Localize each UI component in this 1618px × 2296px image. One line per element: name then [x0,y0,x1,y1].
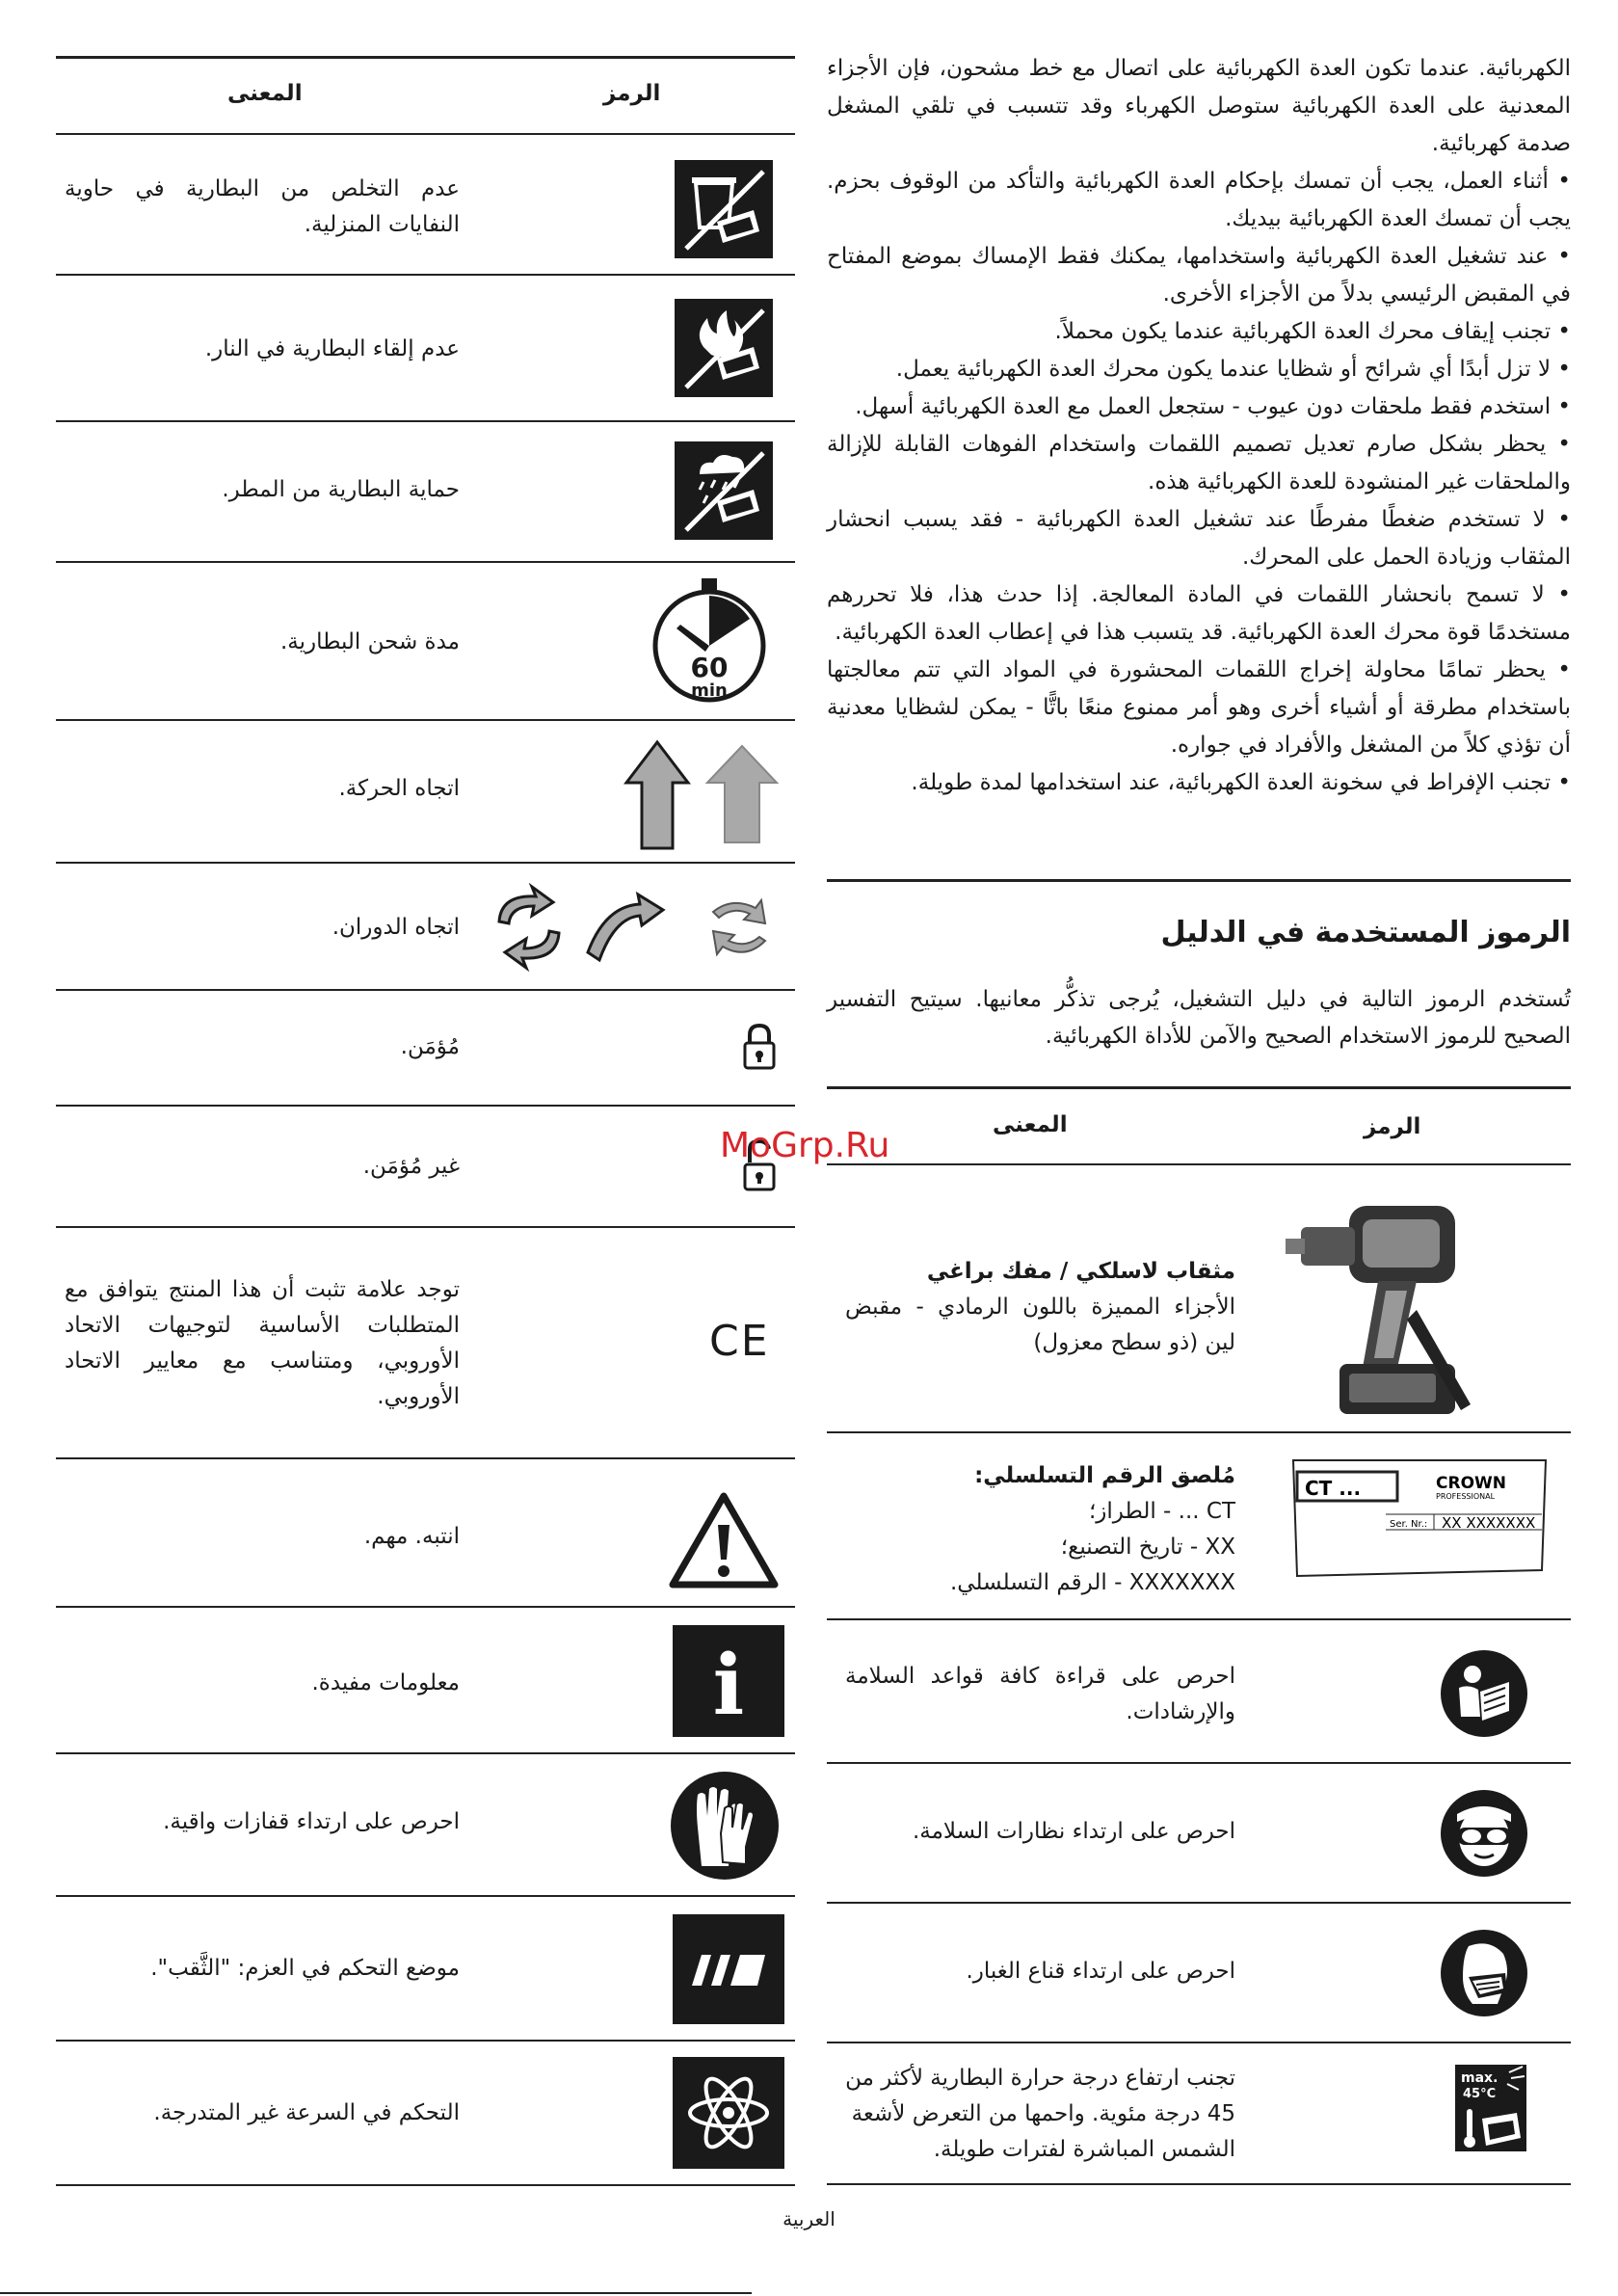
symbol-header: الرمز [603,81,661,106]
locked-text: مُؤمَن. [400,1034,460,1059]
rotation-direction-icon [480,883,788,972]
table-row [827,2043,1571,2183]
unlocked-text: غير مُؤمَن. [362,1154,460,1179]
paragraph: • لا تستخدم ضغطًا مفرطًا عند تشغيل العدة الكهربائية - فقد يسبب انحشار المثقاب وزيادة الحمل على المحرك. [827,507,1571,570]
warning-text: انتبه. مهم. [363,1524,460,1549]
serial-label-icon [1289,1455,1550,1580]
section-heading: الرموز المستخدمة في الدليل [1160,916,1571,949]
table-row [56,1754,795,1897]
serial-title: مُلصق الرقم التسلسلي: [974,1463,1235,1488]
paragraph: • يحظر بشكل صارم تعديل تصميم اللقمات واستخدام الفوهات القابلة للإزالة والملحقات غير المنشودة للعدة الكهربائية هذه. [827,432,1571,494]
warning-triangle-icon [667,1490,781,1590]
table-row [56,422,795,563]
serial-line: CT ... - الطراز؛ [1088,1499,1235,1524]
paragraph: الكهربائية. عندما تكون العدة الكهربائية على اتصال مع خط مشحون، فإن الأجزاء المعدنية على العدة الكهربائية ستوصل الكهرباء وقد تتسبب في تلقي المشغل صدمة كهربائية. [827,56,1571,156]
paragraph: • تجنب الإفراط في سخونة العدة الكهربائية، عند استخدامها لمدة طويلة. [911,770,1571,795]
table-row [827,1165,1571,1433]
plate-sernr-text: Ser. Nr.: [1390,1519,1428,1530]
no-rain-icon [675,441,773,540]
safety-goggles-icon [1440,1789,1528,1878]
table-row [827,1904,1571,2043]
charging-time-unit: min [691,681,728,701]
section-intro: تُستخدم الرموز التالية في دليل التشغيل، يُرجى تذكُّر معانيها. سيتيح التفسير الصحيح للرموز الاستخدام الصحيح والآمن للأداة الكهربائية. [827,987,1571,1049]
safety-text [827,50,1571,802]
info-icon [673,1625,784,1737]
table-row [56,864,795,991]
drill-icon [1282,1185,1474,1426]
meaning-header: المعنى [227,81,303,106]
plate-model-text: CT ... [1305,1477,1362,1500]
charging-time-value: 60 [690,652,729,683]
safety-goggles-text: احرص على ارتداء نظارات السلامة. [912,1819,1235,1844]
table-row [56,1459,795,1608]
table-top-rule [827,1086,1571,1089]
lock-closed-icon [742,1022,777,1072]
ce-mark-text: CE [709,1317,770,1363]
battery-temperature-text: تجنب ارتفاع درجة حرارة البطارية لأكثر من 45 درجة مئوية. واحمها من التعرض لأشعة الشمس المباشرة لفترات طويلة. [845,2066,1235,2162]
plate-brand-text: CROWN [1436,1474,1506,1493]
table-row [56,2042,795,2184]
drilling-mode-text: موضع التحكم في العزم: "الثَّقب". [150,1956,460,1981]
no-bin-disposal-icon [675,160,773,258]
paragraph: • تجنب إيقاف محرك العدة الكهربائية عندما يكون محملاً. [1054,319,1571,344]
paragraph: • لا تسمح بانحشار اللقمات في المادة المعالجة. إذا حدث هذا، فلا تحررهم مستخدمًا قوة محرك العدة الكهربائية. قد يتسبب هذا في إعطاب العدة الكهربائية. [827,582,1571,645]
serial-line: XXXXXXX - الرقم التسلسلي. [949,1570,1235,1595]
table-row [56,1228,795,1459]
temp-icon-value: 45°C [1463,2087,1497,2101]
drill-text: الأجزاء المميزة باللون الرمادي - مقبض لين (ذو سطح معزول) [845,1295,1235,1355]
no-bin-disposal-text: عدم التخلص من البطارية في حاوية النفايات المنزلية. [65,176,460,237]
table-row [56,991,795,1107]
page-bottom-rule [0,2292,752,2294]
ce-mark-description: توجد علامة تثبت أن هذا المنتج يتوافق مع المتطلبات الأساسية لتوجيهات الاتحاد الأوروبي، ومتناسب مع معايير الاتحاد الأوروبي. [65,1277,460,1409]
protective-gloves-icon [669,1770,781,1882]
table-top-rule [56,56,795,59]
table-row [56,276,795,422]
no-fire-text: عدم إلقاء البطارية في النار. [204,336,460,361]
drill-description [845,1254,1235,1361]
info-text: معلومات مفيدة. [311,1670,460,1695]
paragraph: • عند تشغيل العدة الكهربائية واستخدامها، يمكنك فقط الإمساك بموضع المفتاح في المقبض الرئيسي بدلاً من الأجزاء الأخرى. [827,244,1571,307]
movement-direction-icon [615,734,788,852]
drill-title: مثقاب لاسلكي / مفك براغي [926,1259,1235,1284]
table-row [56,135,795,276]
section-divider [827,879,1571,882]
protective-gloves-text: احرص على ارتداء قفازات واقية. [163,1809,460,1834]
charging-time-text: مدة شحن البطارية. [279,629,460,654]
watermark: MoGrp.Ru [720,1126,890,1165]
speed-control-icon [673,2057,784,2169]
no-rain-text: حماية البطارية من المطر. [222,477,460,502]
paragraph: • أثناء العمل، يجب أن تمسك بإحكام العدة الكهربائية والتأكد من الوقوف بحزم. يجب أن تمسك العدة الكهربائية بيديك. [827,169,1571,231]
serial-line: XX - تاريخ التصنيع؛ [1060,1535,1235,1560]
symbol-header: الرمز [1364,1114,1421,1139]
serial-description [845,1458,1235,1601]
table-row [56,1897,795,2042]
speed-control-text: التحكم في السرعة غير المتدرجة. [153,2100,460,2125]
drilling-mode-icon [673,1914,784,2024]
temp-icon-max: max. [1461,2070,1499,2086]
page-footer-language: العربية [782,2207,836,2230]
read-manual-text: احرص على قراءة كافة قواعد السلامة والإرشادات. [845,1664,1235,1724]
ce-mark-icon [709,1317,779,1363]
meaning-header: المعنى [993,1112,1068,1137]
table-row [827,1433,1571,1620]
table-bottom-rule [827,2183,1571,2185]
info-icon-letter: i [712,1637,745,1734]
movement-direction-text: اتجاه الحركة. [338,776,460,801]
dust-mask-icon [1440,1929,1528,2017]
battery-temperature-icon [1455,2065,1526,2151]
plate-serial-text: XX XXXXXXX [1442,1514,1536,1532]
paragraph: • لا تزل أبدًا أي شرائح أو شظايا عندما يكون محرك العدة الكهربائية يعمل. [895,357,1571,382]
read-manual-icon [1440,1649,1528,1738]
paragraph: • استخدم فقط ملحقات دون عيوب - ستجعل العمل مع العدة الكهربائية أسهل. [855,394,1571,419]
table-row [56,563,795,721]
no-fire-icon [675,299,773,397]
table-row [56,1107,795,1228]
table-row [56,721,795,864]
plate-sub-text: PROFESSIONAL [1436,1492,1496,1501]
rotation-direction-text: اتجاه الدوران. [332,915,460,940]
charging-time-icon [642,573,777,707]
table-row [56,1608,795,1754]
table-row [827,1764,1571,1904]
dust-mask-text: احرص على ارتداء قناع الغبار. [966,1959,1235,1984]
paragraph: • يحظر تمامًا محاولة إخراج اللقمات المحشورة في المواد التي تتم معالجتها باستخدام مطرقة أو أشياء أخرى وهو أمر ممنوع منعًا باتًّا - يمكن لشظايا معدنية أن تؤذي كلاً من المشغل والأفراد في جواره. [827,657,1571,758]
table-row [827,1620,1571,1764]
table-bottom-rule [56,2184,795,2186]
